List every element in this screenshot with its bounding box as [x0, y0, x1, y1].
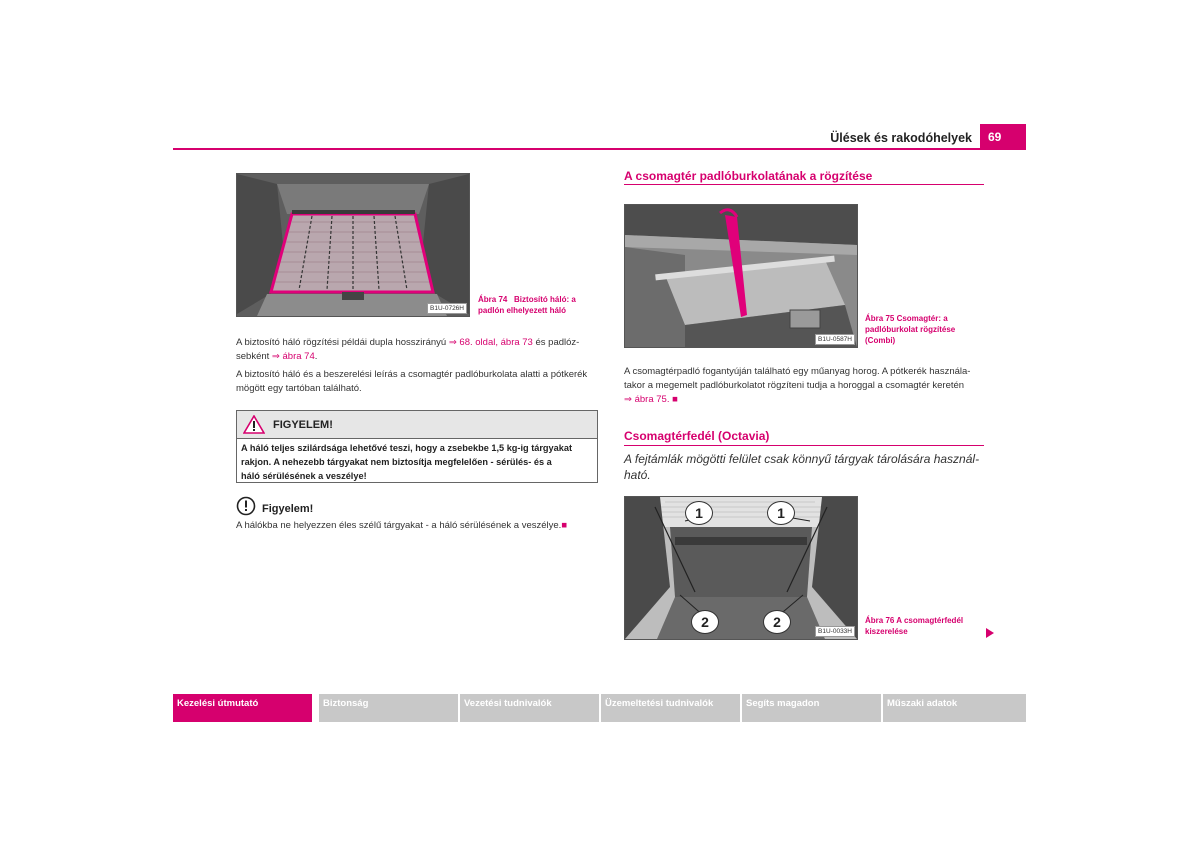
- text-run: ható.: [624, 468, 651, 482]
- page-number: 69: [980, 124, 1026, 150]
- end-mark: ■: [561, 520, 568, 531]
- text-run: A biztosító háló és a beszerelési leírás a csomagtér padlóburkolata alatti a pótkerék: [236, 369, 588, 380]
- trunk-net-illustration: [237, 174, 469, 316]
- figure-74-caption-prefix: Ábra 74: [478, 295, 508, 304]
- caption-line: padlóburkolat rögzítése: [865, 325, 956, 334]
- callout-1-right: 1: [767, 501, 795, 525]
- callout-2-left: 2: [691, 610, 719, 634]
- text-run: .: [314, 351, 318, 362]
- end-mark: . ■: [666, 394, 678, 405]
- caption-line: Ábra 76 A csomagtérfedél: [865, 616, 964, 625]
- next-page-arrow-icon[interactable]: [986, 628, 994, 638]
- text-run: rakjon. A nehezebb tárgyakat nem biztosítja megfelelően - sérülés- és a: [241, 457, 552, 467]
- caption-line: (Combi): [865, 336, 896, 345]
- section-rule: [624, 184, 984, 185]
- callout-1-left: 1: [685, 501, 713, 525]
- caption-line: Ábra 75 Csomagtér: a: [865, 314, 948, 323]
- caption-line: kiszerelése: [865, 627, 908, 636]
- figure-76-cover-removal: [624, 496, 858, 640]
- floor-hook-illustration: [625, 205, 857, 347]
- right-paragraph-1: [624, 365, 989, 407]
- figure-74-caption-line1: Biztosító háló: a: [514, 295, 576, 304]
- figure-74-caption-line2: padlón elhelyezett háló: [478, 306, 567, 315]
- warning-header: [237, 411, 597, 439]
- cross-ref-link[interactable]: ⇒ ábra 75: [624, 394, 667, 405]
- text-run: A háló teljes szilárdsága lehetővé teszi, hogy a zsebekbe 1,5 kg-ig tárgyakat: [241, 443, 573, 453]
- text-run: mögött egy tartóban található.: [236, 383, 362, 394]
- nav-tab-operating-manual[interactable]: Kezelési útmutató: [173, 694, 312, 722]
- text-run: és padlóz-: [532, 337, 580, 348]
- figure-75-caption: [865, 313, 985, 346]
- text-run: A csomagtérpadló fogantyúján található egy műanyag horog. A pótkerék használa-: [624, 366, 971, 377]
- nav-tab-technical-data[interactable]: Műszaki adatok: [883, 694, 1026, 722]
- warning-body: [237, 439, 597, 485]
- text-run: A biztosító háló rögzítési példái dupla hosszirányú: [236, 337, 449, 348]
- cover-removal-illustration: [625, 497, 857, 639]
- cross-ref-link[interactable]: ⇒ ábra 74: [271, 351, 315, 362]
- figure-74-caption: [478, 294, 598, 316]
- nav-tab-operation[interactable]: Üzemeltetési tudnivalók: [601, 694, 740, 722]
- section-title-floor-fixing: A csomagtér padlóburkolatának a rögzítése: [624, 169, 873, 183]
- figure-76-caption: [865, 615, 985, 637]
- section-title-cover: Csomagtérfedél (Octavia): [624, 429, 770, 443]
- text-run: A fejtámlák mögötti felület csak könnyű tárgyak tárolására használ-: [624, 452, 980, 466]
- figure-74-trunk-net: [236, 173, 470, 317]
- callout-2-right: 2: [763, 610, 791, 634]
- cross-ref-link[interactable]: ⇒ 68. oldal, ábra 73: [448, 337, 533, 348]
- caution-circle-icon: [236, 496, 256, 516]
- section-rule: [624, 445, 984, 446]
- figure-code: B1U-0726H: [427, 303, 467, 314]
- warning-box: [236, 410, 598, 483]
- nav-tab-safety[interactable]: Biztonság: [319, 694, 458, 722]
- header-rule: [173, 148, 1026, 150]
- text-run: A hálókba ne helyezzen éles szélű tárgyakat - a háló sérülésének a veszélye.: [236, 520, 562, 531]
- text-run: takor a megemelt padlóburkolatot rögzíteni tudja a horoggal a csomagtér keretén: [624, 380, 965, 391]
- left-paragraph-1: [236, 336, 596, 364]
- figure-code: B1U-0033H: [815, 626, 855, 637]
- warning-title: FIGYELEM!: [273, 418, 333, 431]
- page-header-title: Ülések és rakodóhelyek: [830, 131, 972, 145]
- left-paragraph-2: [236, 368, 601, 396]
- figure-75-floor-hook: [624, 204, 858, 348]
- section-lead: [624, 451, 994, 483]
- text-run: sebként: [236, 351, 272, 362]
- warning-triangle-icon: [243, 415, 265, 434]
- note-text: [236, 519, 601, 533]
- nav-tab-self-help[interactable]: Segíts magadon: [742, 694, 881, 722]
- text-run: háló sérülésének a veszélye!: [241, 471, 367, 481]
- figure-code: B1U-0587H: [815, 334, 855, 345]
- nav-tab-driving[interactable]: Vezetési tudnivalók: [460, 694, 599, 722]
- note-title: Figyelem!: [262, 503, 314, 515]
